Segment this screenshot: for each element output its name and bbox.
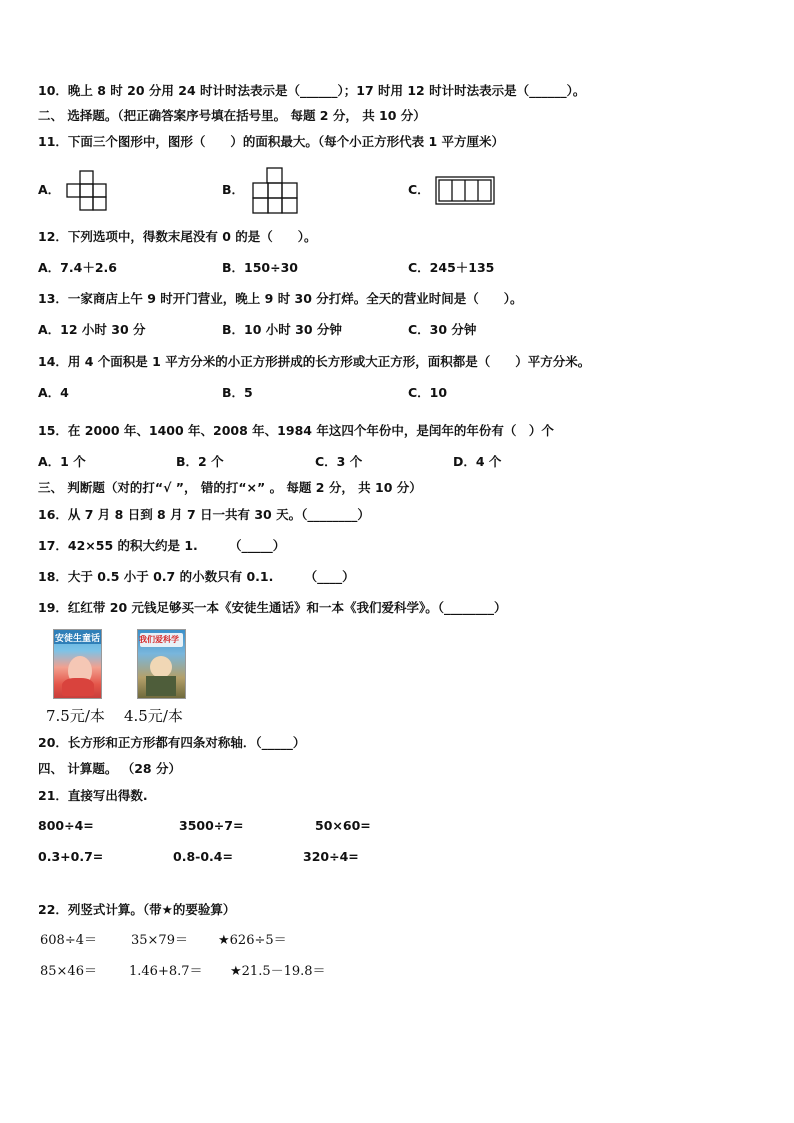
q15-option-a[interactable]: A．1 个	[38, 454, 86, 469]
q14-option-b[interactable]: B．5	[222, 385, 253, 400]
question-16: 16．从 7 月 8 日到 8 月 7 日一共有 30 天。（________）	[38, 507, 370, 522]
q21-item-3: 50×60=	[315, 818, 371, 833]
q13-option-c[interactable]: C．30 分钟	[408, 322, 477, 337]
question-18: 18．大于 0.5 小于 0.7 的小数只有 0.1. （____）	[38, 569, 355, 584]
price-science: 4.5元/本	[124, 707, 183, 725]
question-19: 19．红红带 20 元钱足够买一本《安徒生通话》和一本《我们爱科学》。（________）	[38, 600, 507, 615]
q12-option-a[interactable]: A．7.4＋2.6	[38, 260, 117, 275]
q21-item-1: 800÷4=	[38, 818, 94, 833]
section-3-heading: 三、 判断题（对的打“√ ”， 错的打“×” 。 每题 2 分， 共 10 分）	[38, 480, 422, 495]
q11-figure-c	[435, 176, 497, 206]
q14-option-c[interactable]: C．10	[408, 385, 448, 400]
question-20: 20．长方形和正方形都有四条对称轴．（_____）	[38, 735, 306, 750]
q22-item-4: 85×46＝	[40, 964, 97, 979]
question-11: 11．下面三个图形中，图形（ ）的面积最大。（每个小正方形代表 1 平方厘米）	[38, 134, 505, 149]
q22-item-5: 1.46+8.7＝	[129, 964, 203, 979]
q22-item-2: 35×79＝	[131, 933, 188, 948]
question-12: 12．下列选项中，得数末尾没有 0 的是（ ）。	[38, 229, 317, 244]
price-andersen: 7.5元/本	[46, 707, 105, 725]
book-cover-science	[137, 629, 186, 699]
q21-item-4: 0.3+0.7=	[38, 849, 104, 864]
book-title-andersen: 安徒生童话	[55, 634, 101, 644]
book-title-science: 我们爱科学	[139, 635, 179, 644]
q21-item-2: 3500÷7=	[179, 818, 244, 833]
q11-option-c[interactable]: C．	[408, 182, 430, 197]
q15-option-c[interactable]: C．3 个	[315, 454, 363, 469]
q11-option-a[interactable]: A．	[38, 182, 61, 197]
q12-option-c[interactable]: C．245＋135	[408, 260, 495, 275]
question-22: 22．列竖式计算。（带★的要验算）	[38, 902, 236, 917]
q11-figure-b	[252, 167, 298, 215]
book-cover-andersen	[53, 629, 102, 699]
question-21: 21．直接写出得数.	[38, 788, 148, 803]
q22-item-1: 608÷4＝	[40, 933, 97, 948]
q15-option-b[interactable]: B．2 个	[176, 454, 224, 469]
q21-item-5: 0.8-0.4=	[173, 849, 233, 864]
question-14: 14．用 4 个面积是 1 平方分米的小正方形拼成的长方形或大正方形，面积都是（ ）平方分米。	[38, 354, 591, 369]
q13-option-a[interactable]: A．12 小时 30 分	[38, 322, 146, 337]
question-17: 17．42×55 的积大约是 1. （_____）	[38, 538, 286, 553]
question-15: 15．在 2000 年、1400 年、2008 年、1984 年这四个年份中，是闰年的年份有（ ）个	[38, 423, 554, 438]
q15-option-d[interactable]: D．4 个	[453, 454, 502, 469]
q13-option-b[interactable]: B．10 小时 30 分钟	[222, 322, 342, 337]
question-13: 13．一家商店上午 9 时开门营业，晚上 9 时 30 分打烊。全天的营业时间是（ ）。	[38, 291, 523, 306]
q12-option-b[interactable]: B．150÷30	[222, 260, 298, 275]
q11-option-b[interactable]: B．	[222, 182, 245, 197]
q11-figure-a	[66, 170, 110, 212]
q22-item-3: ★626÷5＝	[218, 933, 287, 948]
q22-item-6: ★21.5－19.8＝	[230, 964, 326, 979]
question-10: 10．晚上 8 时 20 分用 24 时计时法表示是（______）；17 时用 12 时计时法表示是（______）。	[38, 83, 586, 98]
q21-item-6: 320÷4=	[303, 849, 359, 864]
section-4-heading: 四、 计算题。 （28 分）	[38, 761, 181, 776]
section-2-heading: 二、 选择题。（把正确答案序号填在括号里。 每题 2 分， 共 10 分）	[38, 108, 426, 123]
q14-option-a[interactable]: A．4	[38, 385, 69, 400]
